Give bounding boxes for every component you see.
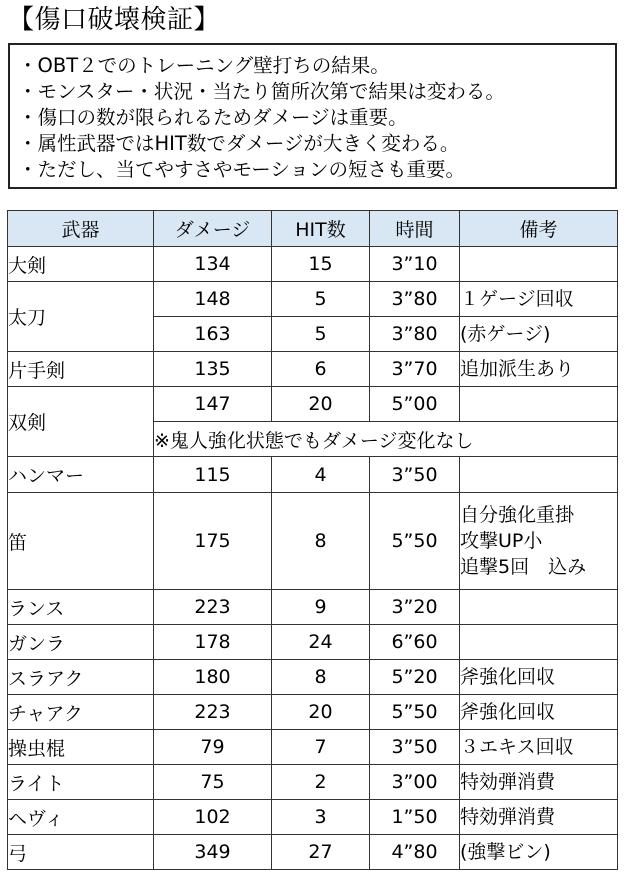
time-cell: 3”10 xyxy=(370,247,460,282)
note-cell: 斧強化回収 xyxy=(460,695,618,730)
table-row xyxy=(8,493,618,590)
table-row xyxy=(8,625,618,660)
horn-note-line: 追撃5回 込み xyxy=(460,556,587,578)
time-cell: 3”20 xyxy=(370,590,460,625)
hits-cell: 3 xyxy=(272,800,370,835)
hits-cell: 15 xyxy=(272,247,370,282)
table-row xyxy=(8,457,618,493)
time-cell: 5”00 xyxy=(370,387,460,422)
header-time: 時間 xyxy=(370,211,460,247)
note-cell xyxy=(460,625,618,660)
weapon-cell: ライト xyxy=(8,765,154,800)
weapon-cell: 笛 xyxy=(8,493,154,590)
damage-cell: 75 xyxy=(154,765,272,800)
time-cell: 5”50 xyxy=(370,493,460,590)
table-row xyxy=(8,730,618,765)
damage-cell: 147 xyxy=(154,387,272,422)
note-cell: １ゲージ回収 xyxy=(460,282,618,317)
note-cell: 特効弾消費 xyxy=(460,765,618,800)
damage-cell: 102 xyxy=(154,800,272,835)
page-title: 【傷口破壊検証】 xyxy=(8,5,221,35)
damage-cell: 135 xyxy=(154,352,272,387)
damage-cell: 223 xyxy=(154,695,272,730)
header-weapon: 武器 xyxy=(8,211,154,247)
note-cell: (赤ゲージ) xyxy=(460,317,618,352)
hits-cell: 8 xyxy=(272,493,370,590)
hits-cell: 5 xyxy=(272,282,370,317)
damage-cell: 115 xyxy=(154,457,272,493)
damage-cell: 134 xyxy=(154,247,272,282)
time-cell: 4”80 xyxy=(370,835,460,870)
weapon-cell: チャアク xyxy=(8,695,154,730)
weapon-cell: ヘヴィ xyxy=(8,800,154,835)
note-line: ・傷口の数が限られるためダメージは重要。 xyxy=(18,106,408,129)
table-header-row xyxy=(8,211,618,247)
table-row xyxy=(8,590,618,625)
note-cell xyxy=(460,387,618,422)
time-cell: 3”50 xyxy=(370,457,460,493)
hits-cell: 20 xyxy=(272,695,370,730)
horn-note-line: 攻撃UP小 xyxy=(460,530,543,552)
weapon-cell: 双剣 xyxy=(8,387,154,457)
weapon-cell: ハンマー xyxy=(8,457,154,493)
hits-cell: 4 xyxy=(272,457,370,493)
hits-cell: 9 xyxy=(272,590,370,625)
note-cell: (強撃ビン) xyxy=(460,835,618,870)
time-cell: 6”60 xyxy=(370,625,460,660)
time-cell: 5”20 xyxy=(370,660,460,695)
table-row xyxy=(8,835,618,870)
table-row xyxy=(8,660,618,695)
results-table xyxy=(7,210,618,870)
note-cell: 追加派生あり xyxy=(460,352,618,387)
note-line: ・ただし、当てやすさやモーションの短さも重要。 xyxy=(18,158,465,181)
weapon-cell: スラアク xyxy=(8,660,154,695)
header-hits: HIT数 xyxy=(272,211,370,247)
hits-cell: 5 xyxy=(272,317,370,352)
time-cell: 3”80 xyxy=(370,317,460,352)
weapon-cell: 操虫棍 xyxy=(8,730,154,765)
table-row xyxy=(8,247,618,282)
table-row xyxy=(8,695,618,730)
time-cell: 3”50 xyxy=(370,730,460,765)
damage-cell: 163 xyxy=(154,317,272,352)
weapon-cell: 弓 xyxy=(8,835,154,870)
damage-cell: 79 xyxy=(154,730,272,765)
damage-cell: 148 xyxy=(154,282,272,317)
hits-cell: 20 xyxy=(272,387,370,422)
notes-box xyxy=(8,43,617,189)
note-cell: 斧強化回収 xyxy=(460,660,618,695)
hits-cell: 2 xyxy=(272,765,370,800)
hits-cell: 24 xyxy=(272,625,370,660)
horn-note-line: 自分強化重掛 xyxy=(460,504,575,526)
weapon-cell: ガンラ xyxy=(8,625,154,660)
note-line: ・属性武器ではHIT数でダメージが大きく変わる。 xyxy=(18,132,460,155)
table-row xyxy=(8,765,618,800)
note-line: ・モンスター・状況・当たり箇所次第で結果は変わる。 xyxy=(18,80,505,103)
note-cell xyxy=(460,457,618,493)
time-cell: 3”80 xyxy=(370,282,460,317)
time-cell: 3”00 xyxy=(370,765,460,800)
weapon-cell: 太刀 xyxy=(8,282,154,352)
table-row xyxy=(8,387,618,422)
damage-cell: 349 xyxy=(154,835,272,870)
time-cell: 3”70 xyxy=(370,352,460,387)
hits-cell: 8 xyxy=(272,660,370,695)
header-notes: 備考 xyxy=(460,211,618,247)
weapon-cell: 大剣 xyxy=(8,247,154,282)
header-damage: ダメージ xyxy=(154,211,272,247)
damage-cell: 175 xyxy=(154,493,272,590)
note-line: ・OBT２でのトレーニング壁打ちの結果。 xyxy=(18,54,390,77)
hits-cell: 27 xyxy=(272,835,370,870)
dual-blades-note: ※鬼人強化状態でもダメージ変化なし xyxy=(154,422,618,457)
damage-cell: 180 xyxy=(154,660,272,695)
table-row xyxy=(8,282,618,317)
time-cell: 5”50 xyxy=(370,695,460,730)
note-cell: ３エキス回収 xyxy=(460,730,618,765)
note-cell xyxy=(460,247,618,282)
damage-cell: 178 xyxy=(154,625,272,660)
table-row xyxy=(8,352,618,387)
hits-cell: 6 xyxy=(272,352,370,387)
note-cell xyxy=(460,590,618,625)
hits-cell: 7 xyxy=(272,730,370,765)
weapon-cell: ランス xyxy=(8,590,154,625)
weapon-cell: 片手剣 xyxy=(8,352,154,387)
damage-cell: 223 xyxy=(154,590,272,625)
table-row xyxy=(8,800,618,835)
note-cell: 特効弾消費 xyxy=(460,800,618,835)
time-cell: 1”50 xyxy=(370,800,460,835)
note-cell xyxy=(460,493,618,590)
